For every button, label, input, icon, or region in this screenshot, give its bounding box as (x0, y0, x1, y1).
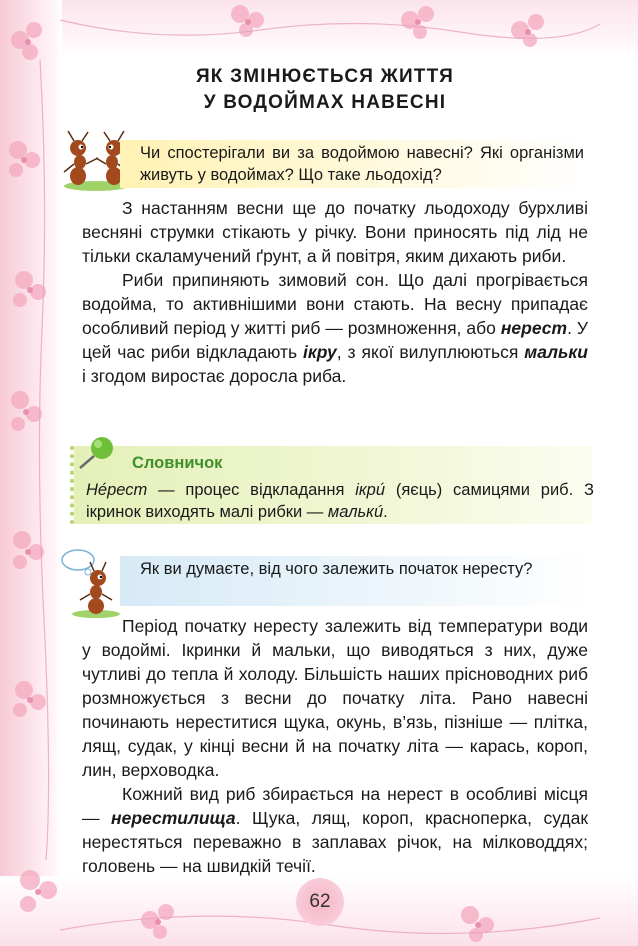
thinking-ant-icon (58, 548, 128, 620)
paragraph-3: Період початку нересту залежить від температури води у водоймі. Ікринки й мальки, що виводяться з них, дуже чутливі до тепла й холоду. Більшість наших прісноводних риб розмножується з весни до початку літа. Рано навесні починають нереститися щука, окунь, в’язь, пізніше — плітка, лящ, судак, у кінці весни й на початку літа — карась, короп, лин, верховодка. (82, 616, 588, 780)
question-box-2 (120, 556, 590, 606)
main-text-block-1 (82, 196, 588, 388)
question-1-text: Чи спостерігали ви за водоймою навесні? Які організми живуть у водоймах? Що таке льодохід? (140, 144, 584, 184)
page-number: 62 (296, 878, 344, 926)
term-nerest: нерест (500, 318, 568, 338)
term-nerestylyshcha: нерестилища (111, 808, 236, 828)
paragraph-1: З настанням весни ще до початку льодоходу бурхливі весняні струмки стікають у річку. Вони приносять під лід не тільки скаламучений ґрунт, а й повітря, яким дихають риби. (82, 198, 588, 266)
term-malky: мальки (524, 342, 588, 362)
glossary-title: Словничок (132, 454, 223, 472)
question-2-text: Як ви думаєте, від чого залежить початок нересту? (140, 560, 533, 578)
title-line-2: У ВОДОЙМАХ НАВЕСНІ (203, 92, 447, 113)
glossary-text: Не́рест — процес відкладання ікри́ (яєць) самицями риб. З ікринок виходять малі рибки — малькú. (86, 481, 594, 521)
page-title (130, 64, 520, 116)
term-ikra: ікру (303, 342, 337, 362)
question-box-1 (120, 140, 590, 188)
title-line-1: ЯК ЗМІНЮЄТЬСЯ ЖИТТЯ (195, 66, 455, 87)
glossary-box (70, 446, 592, 524)
paragraph-2: Риби припиняють зимовий сон. Що далі прогрівається водойма, то активнішими вони стають. На весну припадає особливий період у житті риб — розмноження, або нерест. У цей час риби відкладають ікру, з якої вилуплюються мальки і згодом виростає доросла риба. (82, 270, 588, 386)
pushpin-icon (76, 434, 120, 470)
paragraph-4: Кожний вид риб збирається на нерест в особливі місця — нерестилища. Щука, лящ, короп, красноперка, судак нерестяться переважно в заплавах річок, на мілководдях; головень — на швидкій течії. (82, 784, 588, 876)
main-text-block-2 (82, 614, 588, 878)
